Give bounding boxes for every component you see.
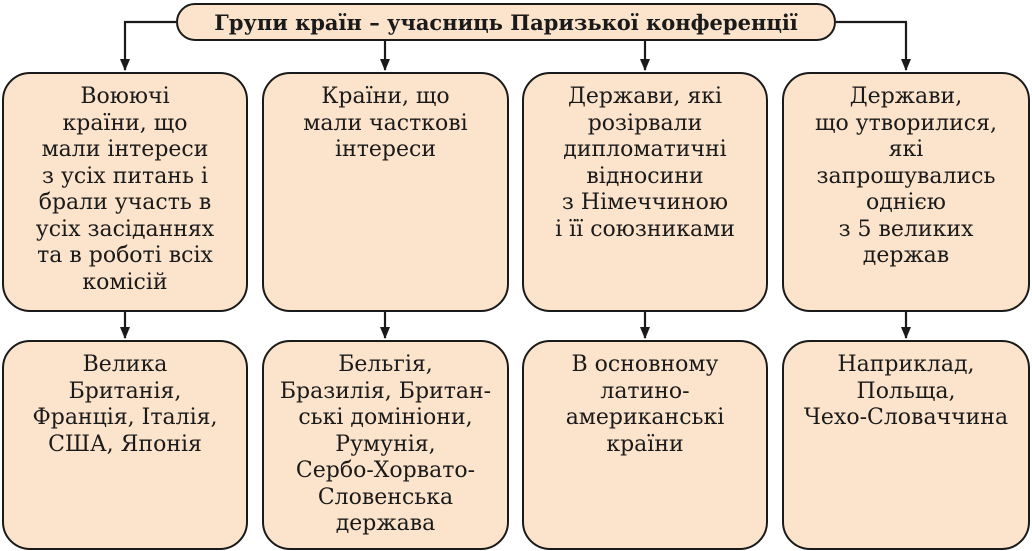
group-2-description: Країни, що мали часткові інтереси bbox=[303, 84, 468, 162]
group-3-examples-box bbox=[522, 340, 768, 550]
group-3-examples: В основному латино- американські країни bbox=[565, 352, 725, 457]
group-1-description: Воюючі країни, що мали інтереси з усіх питань і брали участь в усіх засіданнях та в роботі всіх комісій bbox=[35, 84, 215, 295]
group-4-description-box bbox=[782, 72, 1030, 312]
group-4-description: Держави, що утворилися, які запрошувались однією з 5 великих держав bbox=[814, 84, 997, 268]
group-4-examples: Наприклад, Польща, Чехо-Словаччина bbox=[803, 352, 1009, 430]
group-1-examples: Велика Британія, Франція, Італія, США, Японія bbox=[32, 352, 218, 457]
diagram-title-text: Групи країн – учасниць Паризької конференції bbox=[214, 9, 798, 35]
group-1-description-box bbox=[2, 72, 248, 312]
group-2-examples: Бельгія, Бразилія, Британ- ські домініони, Румунія, Сербо-Хорвато- Словенська держава bbox=[279, 352, 492, 536]
group-3-description-box bbox=[522, 72, 768, 312]
group-1-examples-box bbox=[2, 340, 248, 550]
group-2-description-box bbox=[262, 72, 509, 312]
group-2-examples-box bbox=[262, 340, 509, 550]
connector-title-to-group-1 bbox=[125, 22, 176, 70]
diagram-title bbox=[176, 3, 836, 41]
group-4-examples-box bbox=[782, 340, 1030, 550]
group-3-description: Держави, які розірвали дипломатичні відносини з Німеччиною і її союзниками bbox=[555, 84, 735, 242]
connector-title-to-group-4 bbox=[836, 22, 906, 70]
